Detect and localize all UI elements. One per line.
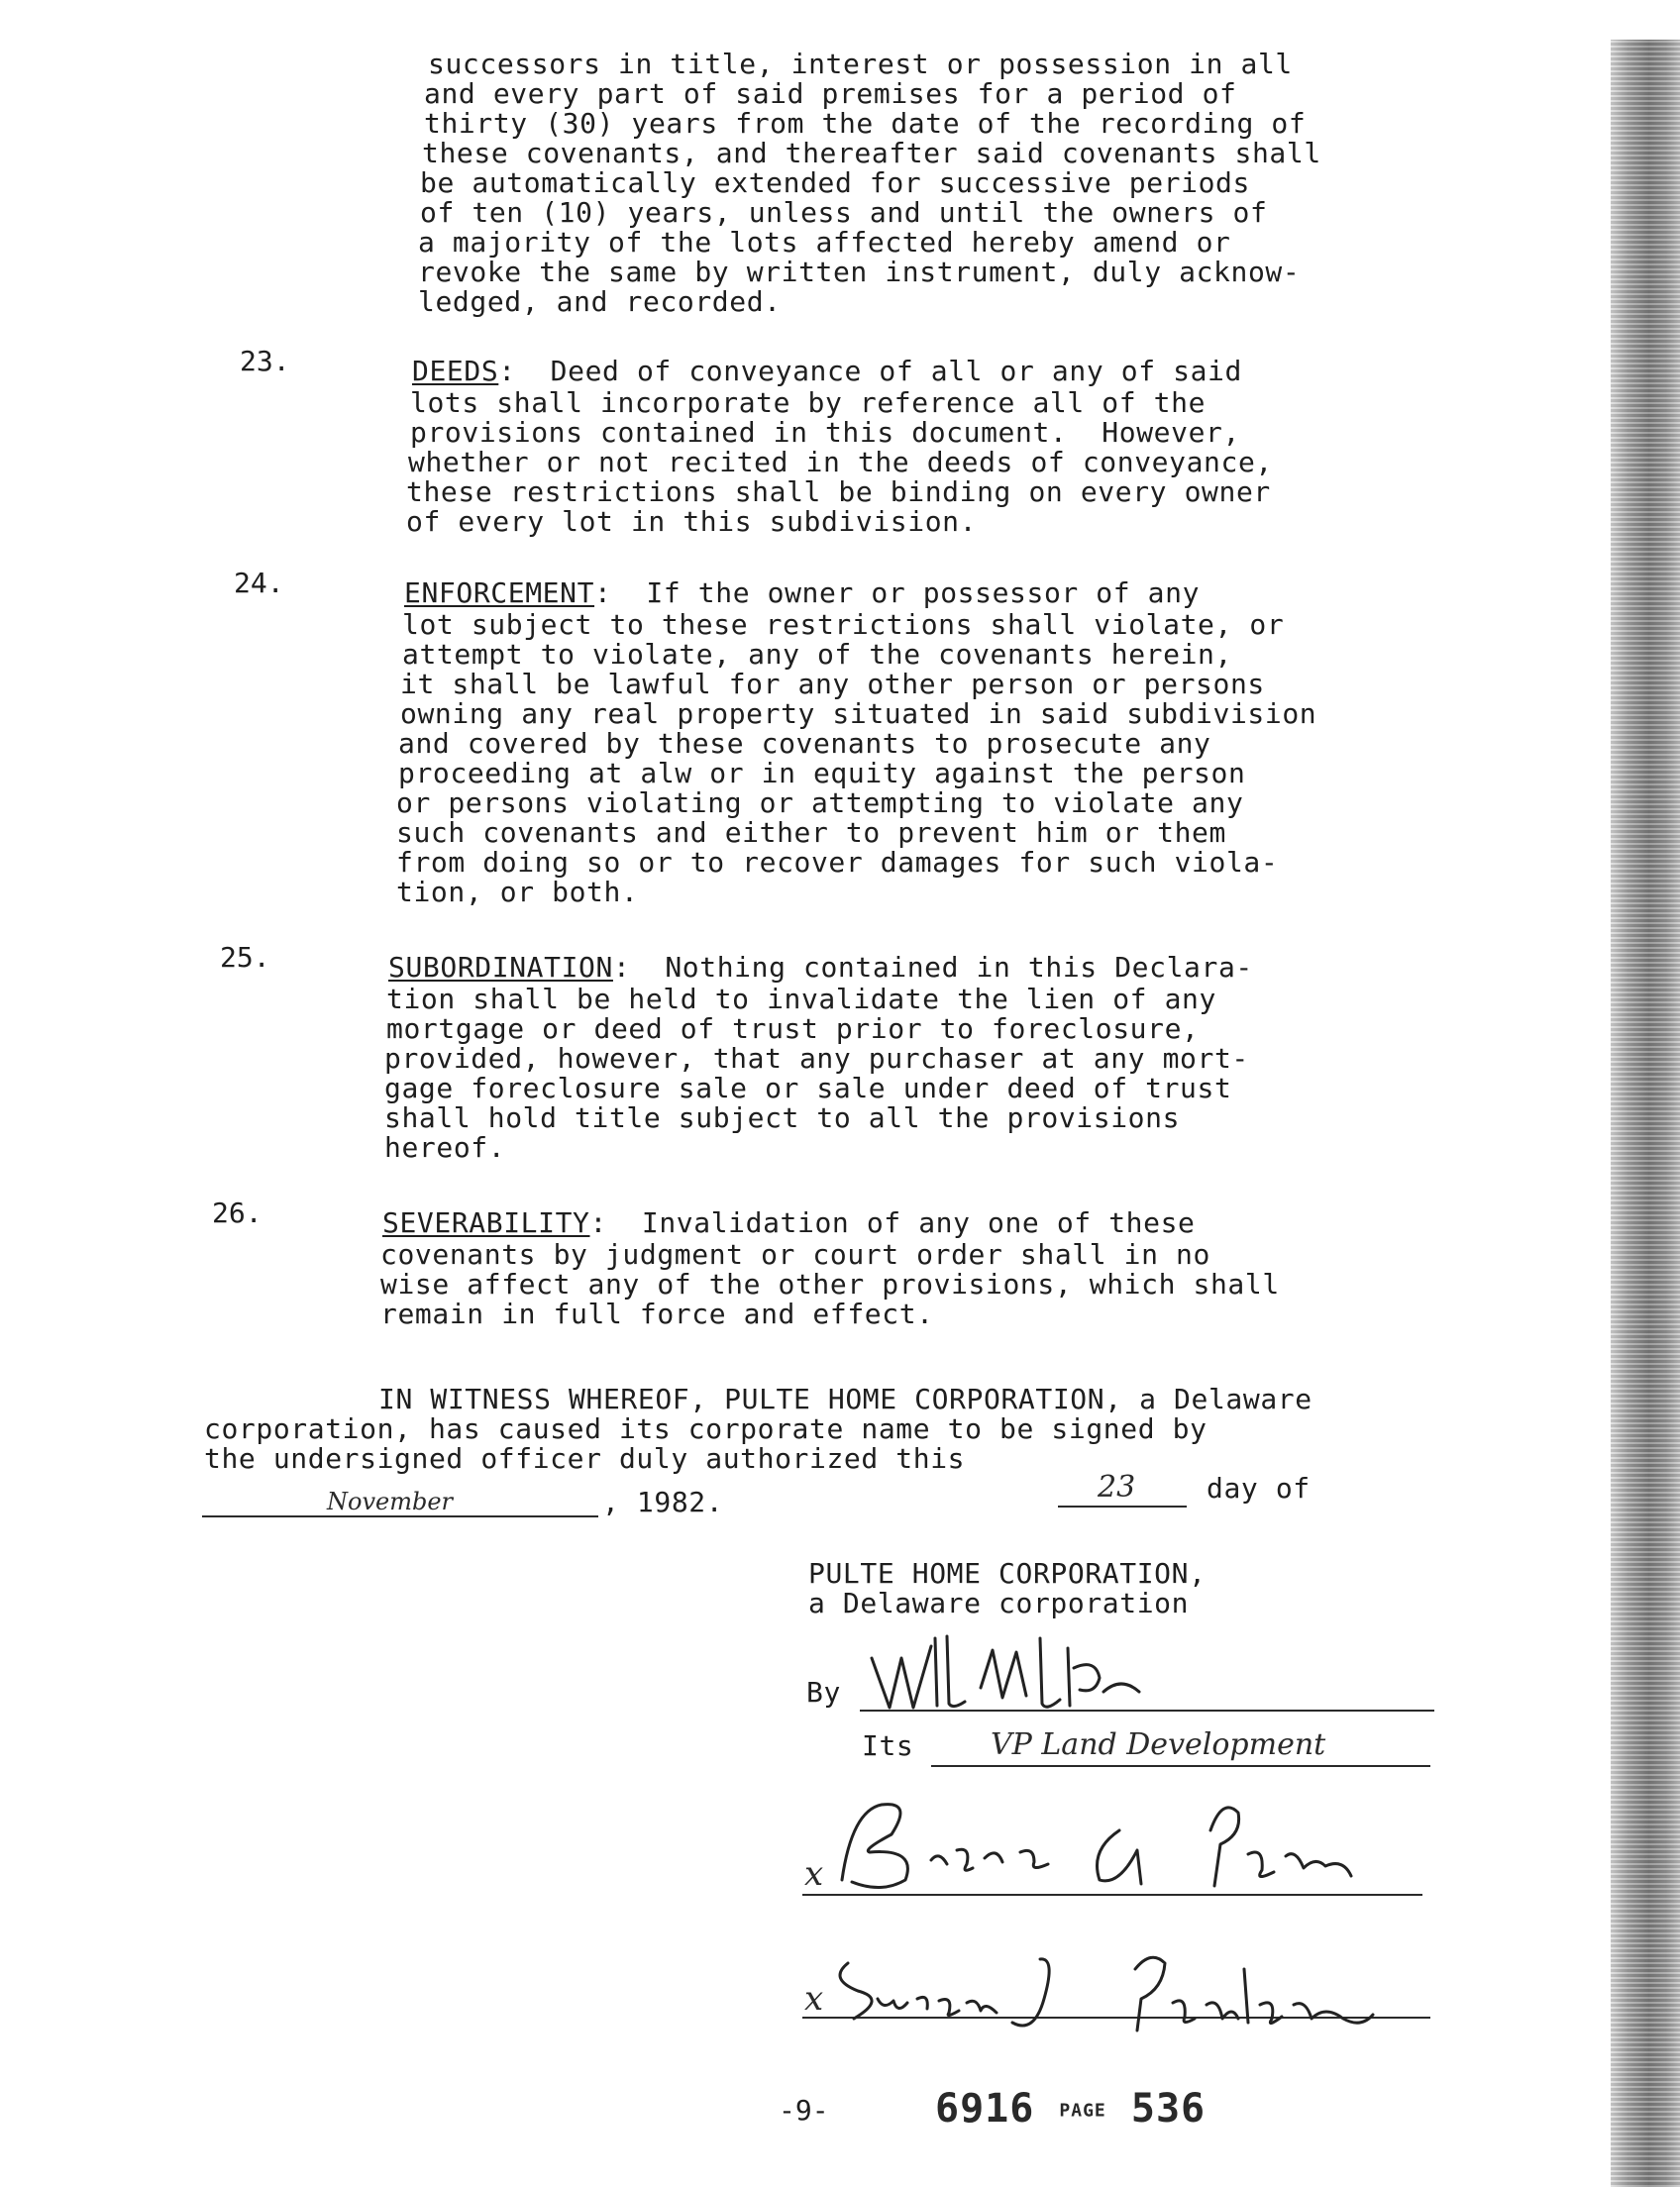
section-first-line: SEVERABILITY: Invalidation of any one of these	[382, 1206, 1196, 1239]
month-blank-line	[202, 1515, 598, 1517]
section-line: or persons violating or attempting to violate any	[396, 786, 1244, 819]
section-line: attempt to violate, any of the covenants herein,	[402, 638, 1232, 671]
section-line: such covenants and either to prevent him or them	[396, 816, 1226, 849]
section-first-line: SUBORDINATION: Nothing contained in this Declara-	[388, 951, 1253, 984]
witness-signature-2	[818, 1939, 1393, 2038]
company-subtitle: a Delaware corporation	[808, 1587, 1190, 1619]
page-number: -9-	[779, 2094, 829, 2127]
section-number: 25.	[220, 941, 270, 974]
section-line: lot subject to these restrictions shall violate, or	[402, 608, 1285, 641]
witness-line: the undersigned officer duly authorized this	[204, 1442, 966, 1475]
intro-line: be automatically extended for successive periods	[420, 166, 1250, 199]
section-first-line: DEEDS: Deed of conveyance of all or any of said	[412, 355, 1242, 387]
intro-line: thirty (30) years from the date of the recording of	[424, 107, 1307, 140]
section-line: from doing so or to recover damages for such viola-	[396, 846, 1279, 879]
section-heading: SUBORDINATION	[388, 951, 613, 984]
intro-line: a majority of the lots affected hereby amend or	[418, 226, 1231, 259]
book-page-stamp	[935, 2086, 1206, 2132]
section-line: remain in full force and effect.	[380, 1298, 934, 1330]
witness-signature-1	[822, 1791, 1377, 1900]
its-handwritten: VP Land Development	[991, 1727, 1326, 1762]
section-heading: ENFORCEMENT	[404, 576, 595, 609]
scan-edge-shadow	[1611, 40, 1680, 2187]
day-blank-line	[1058, 1506, 1187, 1508]
intro-line: ledged, and recorded.	[418, 285, 782, 318]
witness-line: IN WITNESS WHEREOF, PULTE HOME CORPORATION, a Delaware	[378, 1383, 1312, 1415]
page-label: PAGE	[1059, 2100, 1106, 2122]
intro-line: revoke the same by written instrument, duly acknow-	[418, 256, 1301, 288]
officer-signature	[862, 1628, 1159, 1718]
section-line: covenants by judgment or court order shall in no	[380, 1238, 1210, 1271]
by-label: By	[806, 1676, 841, 1709]
witness-line: day of	[1207, 1472, 1311, 1505]
section-number: 23.	[240, 345, 290, 377]
section-line: provided, however, that any purchaser at any mort-	[384, 1042, 1249, 1075]
its-label: Its	[862, 1729, 914, 1762]
section-number: 24.	[234, 567, 284, 599]
section-line: and covered by these covenants to prosecute any	[398, 727, 1211, 760]
month-handwritten: November	[327, 1488, 454, 1515]
section-line: whether or not recited in the deeds of conveyance,	[408, 446, 1273, 478]
day-handwritten: 23	[1098, 1470, 1136, 1505]
signature-x-mark: x	[804, 1854, 824, 1894]
section-line: wise affect any of the other provisions, which shall	[380, 1268, 1280, 1301]
section-line: hereof.	[384, 1131, 506, 1164]
section-line: provisions contained in this document. However,	[410, 416, 1240, 449]
company-name: PULTE HOME CORPORATION,	[808, 1557, 1207, 1590]
intro-line: successors in title, interest or possession in all	[428, 48, 1293, 80]
book-number: 6916	[935, 2086, 1035, 2132]
section-line: tion, or both.	[396, 876, 639, 908]
witness-line: corporation, has caused its corporate name to be signed by	[204, 1412, 1208, 1445]
its-signature-line	[931, 1765, 1430, 1767]
section-line: of every lot in this subdivision.	[406, 505, 978, 538]
intro-line: these covenants, and thereafter said covenants shall	[422, 137, 1321, 169]
intro-line: of ten (10) years, unless and until the owners of	[420, 196, 1268, 229]
section-heading: DEEDS	[412, 355, 499, 387]
section-first-line: ENFORCEMENT: If the owner or possessor of any	[404, 576, 1201, 609]
section-line: proceeding at alw or in equity against the person	[398, 757, 1246, 789]
section-line: tion shall be held to invalidate the lien of any	[386, 983, 1216, 1015]
section-line: mortgage or deed of trust prior to foreclosure,	[386, 1012, 1200, 1045]
section-line: shall hold title subject to all the provisions	[384, 1101, 1181, 1134]
section-heading: SEVERABILITY	[382, 1206, 590, 1239]
section-line: these restrictions shall be binding on every owner	[406, 475, 1271, 508]
intro-line: and every part of said premises for a period of	[424, 77, 1237, 110]
signature-x-mark: x	[804, 1979, 824, 2019]
year-text: , 1982.	[602, 1486, 724, 1518]
stamp-page-number: 536	[1130, 2086, 1207, 2132]
section-line: lots shall incorporate by reference all of the	[410, 386, 1207, 419]
section-line: it shall be lawful for any other person or persons	[400, 668, 1265, 700]
section-line: gage foreclosure sale or sale under deed of trust	[384, 1072, 1232, 1104]
section-number: 26.	[212, 1197, 262, 1229]
section-line: owning any real property situated in said subdivision	[400, 697, 1317, 730]
